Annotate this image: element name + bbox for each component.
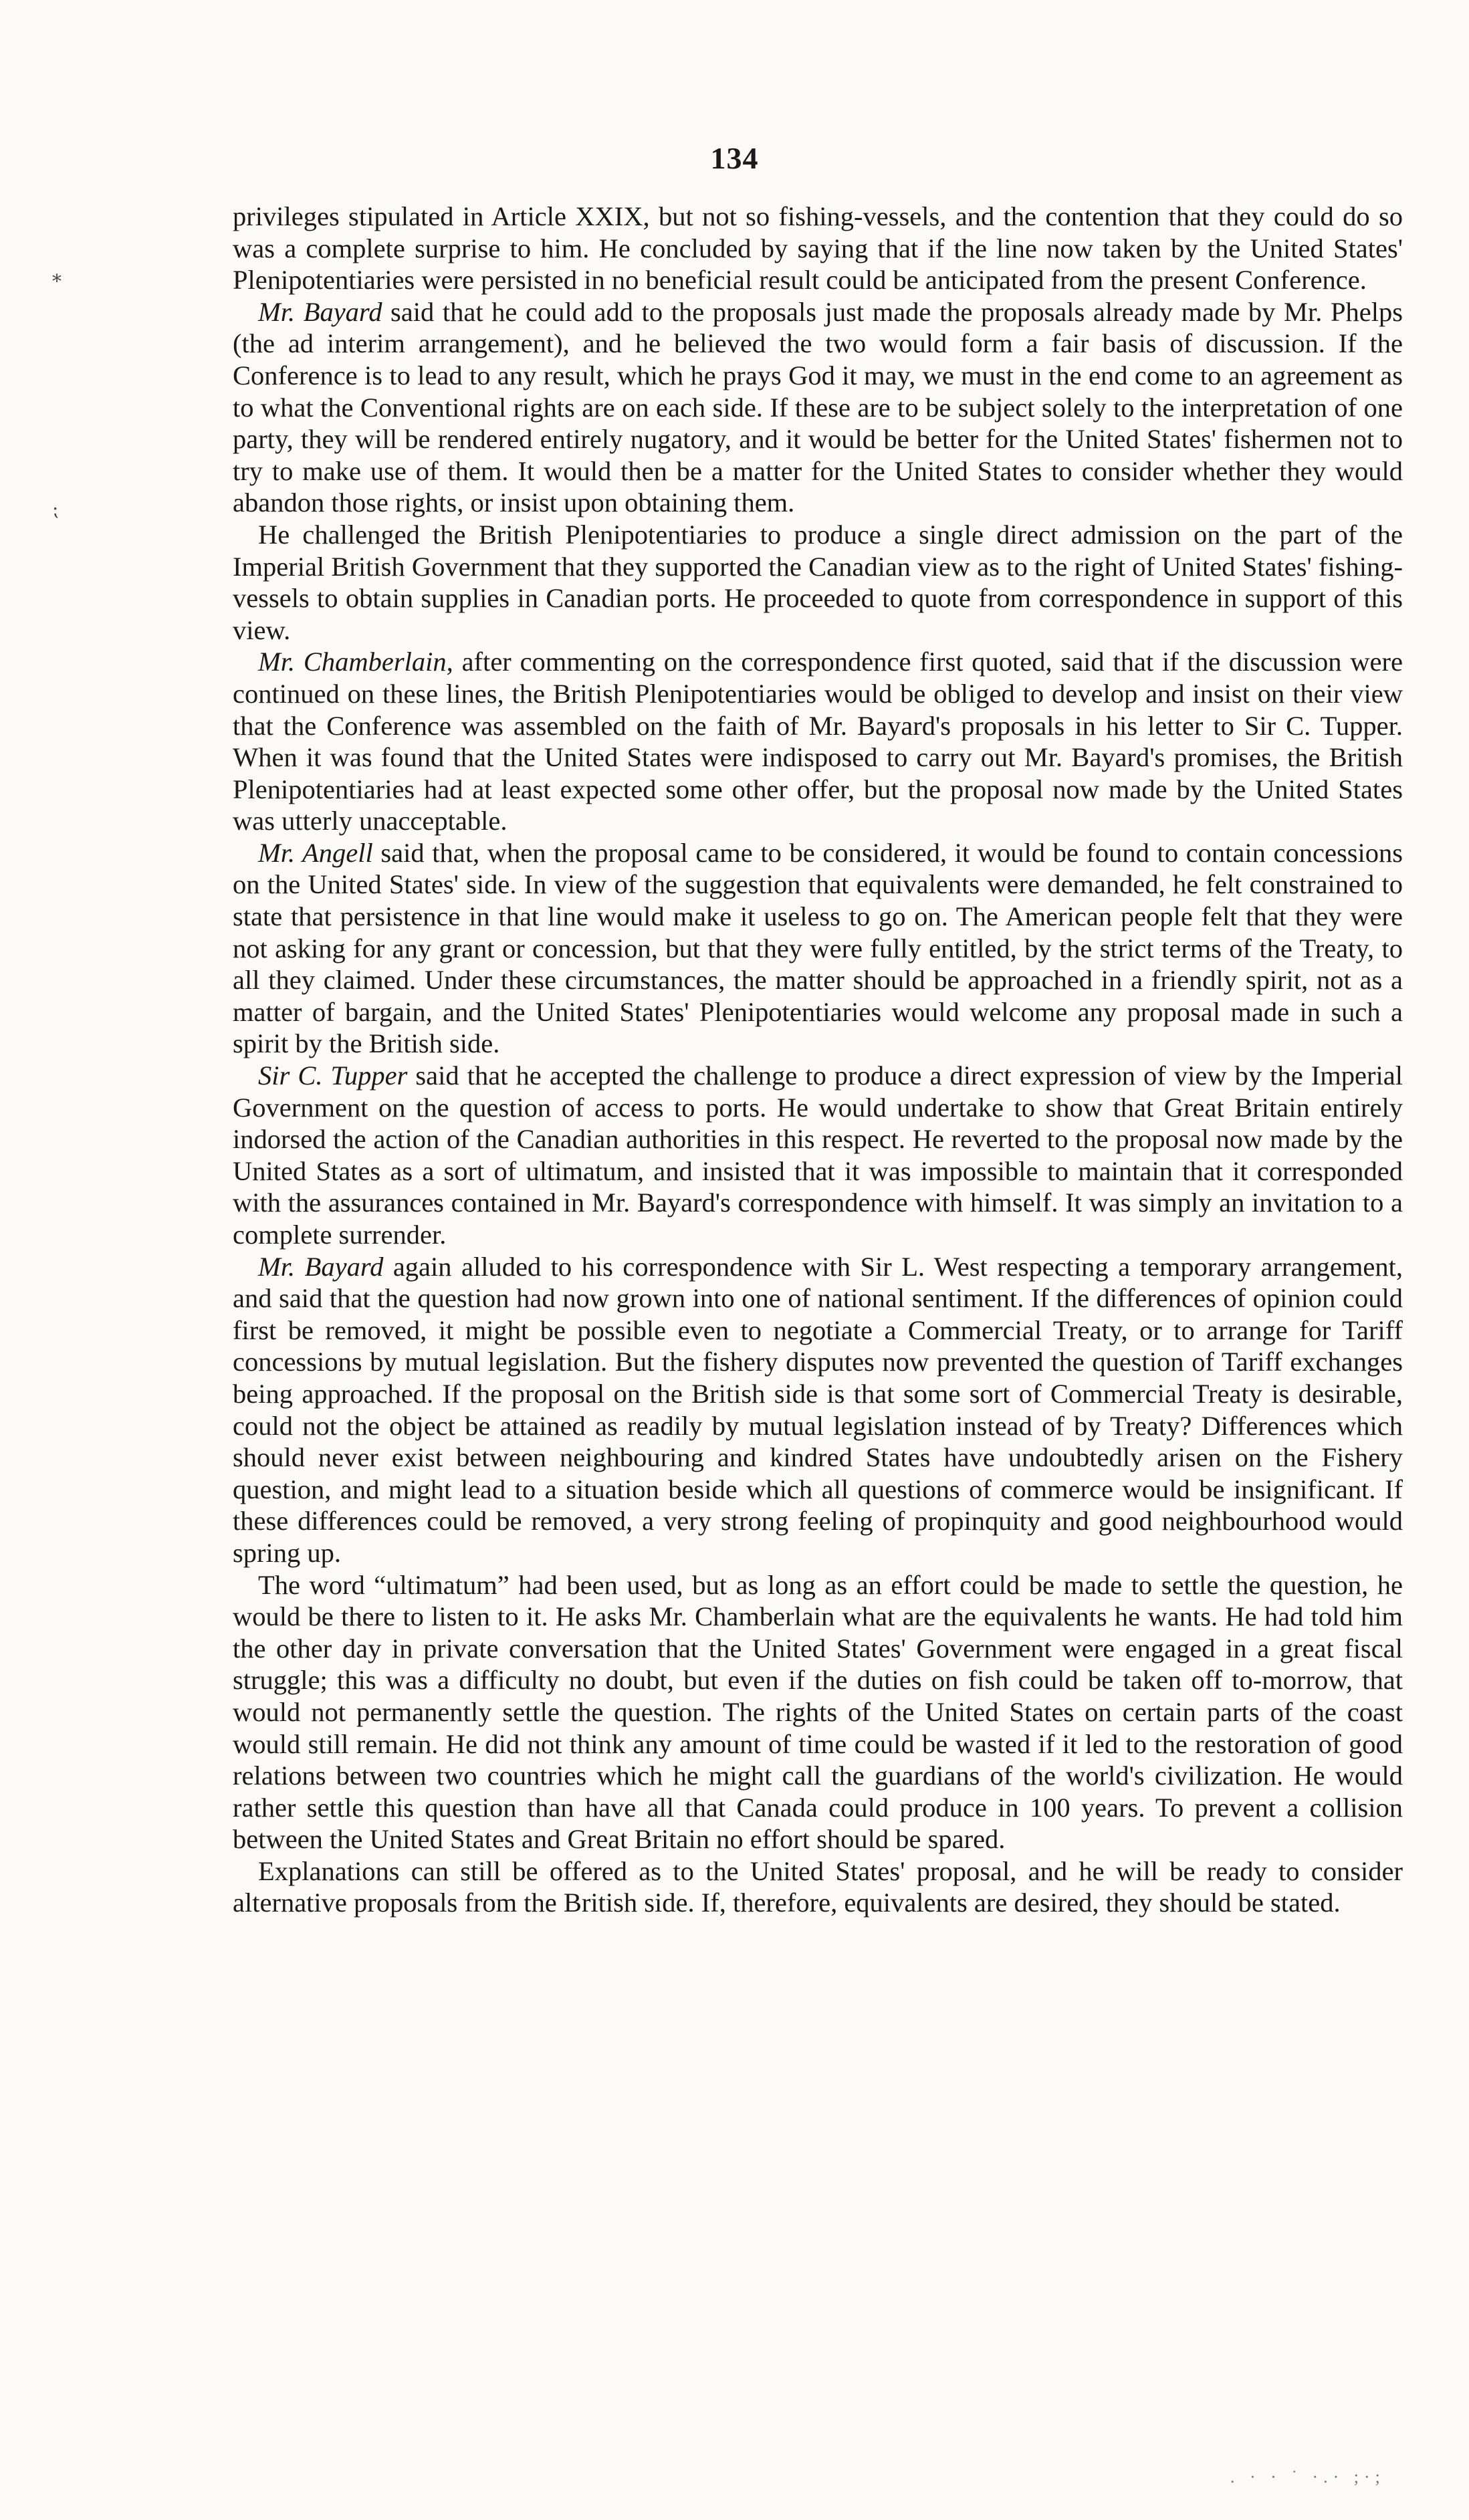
paragraph-text: Explanations can still be offered as to the United States' proposal, and he will be ready to consider alternative proposals from the British side. If, therefore, equivalents are desired, they should be stated. <box>233 1855 1403 1918</box>
paragraph-text: again alluded to his correspondence with Sir L. West respecting a temporary arrangement, and said that the question had now grown into one of national sentiment. If the differences of opinion could first be removed, it might be possible even to negotiate a Commercial Treaty, or to arrange for Tariff concessions by mutual legislation. But the fishery disputes now prevented the question of Tariff exchanges being approached. If the proposal on the British side is that some sort of Commercial Treaty is desirable, could not the object be attained as readily by mutual legislation instead of by Treaty? Differences which should never exist between neighbouring and kindred States have undoubtedly arisen on the Fishery question, and might lead to a situation beside which all questions of commerce would be insignificant. If these differences could be removed, a very strong feeling of propinquity and good neighbourhood would spring up. <box>233 1251 1403 1568</box>
speaker-name: Mr. Chamberlain, <box>258 647 453 677</box>
speaker-name: Mr. Bayard <box>258 296 382 327</box>
page-number: 134 <box>710 141 759 175</box>
speaker-name: Mr. Angell <box>258 837 373 868</box>
paragraph-text: He challenged the British Plenipotentiaries to produce a single direct admission on the part of the Imperial British Government that they supported the Canadian view as to the right of United States' fishing-vessels to obtain supplies in Canadian ports. He proceeded to quote from correspondence in support of this view. <box>233 519 1403 645</box>
paragraph-text: said that he could add to the proposals just made the proposals already made by Mr. Phelps (the ad interim arrangement), and he believed the two would form a fair basis of discussion. If the Conference is to lead to any result, which he prays God it may, we must in the end come to an agreement as to what the Conventional rights are on each side. If these are to be subject solely to the interpretation of one party, they will be rendered entirely nugatory, and it would be better for the United States' fishermen not to try to make use of them. It would then be a matter for the United States to consider whether they would abandon those rights, or insist upon obtaining them. <box>233 296 1403 518</box>
paragraph-continuation <box>233 201 1403 296</box>
margin-mark: ⁎ <box>52 265 62 286</box>
paragraph-text: privileges stipulated in Article XXIX, but not so fishing-vessels, and the contention that they could do so was a complete surprise to him. He concluded by saying that if the line now taken by the United States' Plenipotentiaries were persisted in no beneficial result could be anticipated from the present Conference. <box>233 201 1403 296</box>
paragraph-tupper <box>233 1060 1403 1251</box>
paragraph-text: said that, when the proposal came to be considered, it would be found to contain concessions on the United States' side. In view of the suggestion that equivalents were demanded, he felt constrained to state that persistence in that line would make it useless to go on. The American people felt that they were not asking for any grant or concession, but that they were fully entitled, by the strict terms of the Treaty, to all they claimed. Under these circumstances, the matter should be approached in a friendly spirit, not as a matter of bargain, and the United States' Plenipotentiaries would welcome any proposal made in such a spirit by the British side. <box>233 837 1403 1059</box>
body-text <box>233 201 1403 1919</box>
paragraph-chamberlain <box>233 646 1403 837</box>
scan-specks: . · · ˙ ·.· ;·; <box>1230 2467 1385 2487</box>
paragraph-text: The word “ultimatum” had been used, but as long as an effort could be made to settle the question, he would be there to listen to it. He asks Mr. Chamberlain what are the equivalents he wants. He had told him the other day in private conversation that the United States' Government were engaged in a great fiscal struggle; this was a difficulty no doubt, but even if the duties on fish could be taken off to-morrow, that would not permanently settle the question. The rights of the United States on certain parts of the coast would still remain. He did not think any amount of time could be wasted if it led to the restoration of good relations between two countries which he might call the guardians of the world's civilization. He would rather settle this question than have all that Canada could produce in 100 years. To prevent a collision between the United States and Great Britain no effort should be spared. <box>233 1569 1403 1855</box>
speaker-name: Sir C. Tupper <box>258 1060 408 1091</box>
paragraph-text: said that he accepted the challenge to produce a direct expression of view by the Imperial Government on the question of access to ports. He would undertake to show that Great Britain entirely indorsed the action of the Canadian authorities in this respect. He reverted to the proposal now made by the United States as a sort of ultimatum, and insisted that it was impossible to maintain that it corresponded with the assurances contained in Mr. Bayard's correspondence with himself. It was simply an invitation to a complete surrender. <box>233 1060 1403 1250</box>
paragraph-challenge <box>233 519 1403 646</box>
margin-mark: ⁏ <box>52 499 59 520</box>
paragraph-bayard-proposals <box>233 296 1403 519</box>
paragraph-bayard-sentiment <box>233 1251 1403 1569</box>
paragraph-ultimatum <box>233 1569 1403 1855</box>
paragraph-explanations <box>233 1855 1403 1919</box>
paragraph-text: after commenting on the correspondence first quoted, said that if the discussion were continued on these lines, the British Plenipotentiaries would be obliged to develop and insist on their view that the Conference was assembled on the faith of Mr. Bayard's proposals in his letter to Sir C. Tupper. When it was found that the United States were indisposed to carry out Mr. Bayard's promises, the British Plenipotentiaries had at least expected some other offer, but the proposal now made by the United States was utterly unacceptable. <box>233 647 1403 836</box>
paragraph-angell <box>233 837 1403 1060</box>
speaker-name: Mr. Bayard <box>258 1251 384 1282</box>
